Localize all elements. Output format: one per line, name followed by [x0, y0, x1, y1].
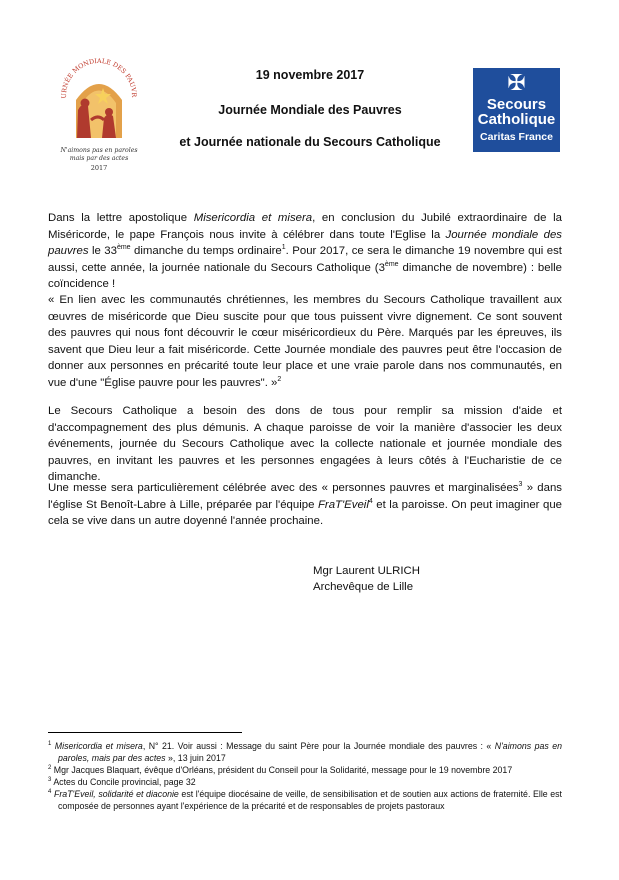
paragraph-4: Une messe sera particulièrement célébrée avec des « personnes pauvres et marginalisées$^3$ » dans l'église St Benoît-Labre à Lille, préparée par l'équipe FraT'Eveil$^4$ et la paroisse. On peut imaginer que cela se vive dans un autre doyenné l'année prochaine. [48, 481, 562, 528]
footnote-2: $^2$ Mgr Jacques Blaquart, évêque d'Orléans, président du Conseil pour la Solidarité, message pour le 19 novembre 2017 [48, 765, 513, 775]
logo-right-line2: Catholique [477, 111, 556, 128]
logo-motto-line1: N'aimons pas en paroles [60, 147, 138, 154]
logo-right-line1: Secours [486, 96, 547, 113]
header-title-line2: et Journée nationale du Secours Catholique [179, 135, 441, 149]
header-title-line1: Journée Mondiale des Pauvres [218, 103, 402, 117]
caritas-cross-icon: ✠ [507, 70, 526, 95]
emphasis: Journée mondiale des pauvres [48, 228, 562, 258]
logo-right-line3: Caritas France [480, 131, 553, 143]
logo-year: 2017 [90, 164, 108, 172]
footnote-3: $^3$ Actes du Concile provincial, page 32 [48, 777, 196, 787]
secours-catholique-logo [473, 68, 560, 152]
paragraph-2-quote: « En lien avec les communautés chrétiennes, les membres du Secours Catholique travaillent aux œuvres de miséricorde que Dieu suscite pour que tous puissent vivre dignement. Ce sont souvent des pauvres qui nous font découvrir le cœur miséricordieux du Père. Marqués par les épreuves, ils savent que Dieu leur a fait miséricorde. Cette Journée mondiale des pauvres peut être l'occasion de donner aux personnes en précarité toute leur place et une vraie parole dans nos communautés, en vue d'une "Église pauvre pour les pauvres". »$^2$ [48, 294, 562, 389]
logo-arc-text: URNÉE MONDIALE DES PAUVR [59, 56, 139, 99]
journee-mondiale-logo [58, 40, 140, 180]
footnote-ref: 2 [277, 376, 282, 384]
footnote-ref: 1 [281, 244, 286, 252]
footnote-ref: 4 [368, 497, 373, 505]
paragraph-3: Le Secours Catholique a besoin des dons de tous pour remplir sa mission d'aide et d'accompagnement des plus démunis. A chaque paroisse de voir la manière d'associer les deux événements, journée du Secours Catholique avec la collecte nationale et journée mondiale des pauvres, en invitant les pauvres et les personnes engagées à leurs côtés à l'Eucharistie de ce dimanche. [48, 405, 562, 484]
emphasis: Misericordia et misera [193, 212, 313, 224]
signature-role: Archevêque de Lille [313, 581, 414, 593]
footnote-1: $^1$ Misericordia et misera, N° 21. Voir aussi : Message du saint Père pour la Journée mondiale des pauvres : « N'aimons pas en paroles, mais par des actes », 13 juin 2017 [48, 741, 562, 764]
footnote-separator [48, 732, 242, 733]
footnote-4: $^4$ FraT'Eveil, solidarité et diaconie est l'équipe diocésaine de veille, de sensibilisation et de soutien aux actions de fraternité. Elle est composée de personnes ayant l'expérience de la précarité et de responsables de projets pastoraux [48, 789, 562, 812]
paragraph-1: Dans la lettre apostolique Misericordia et misera, en conclusion du Jubilé extraordinaire de la Miséricorde, le pape François nous invite à célébrer dans toute l'Eglise la Journée mondiale des pauvres le 33ème dimanche du temps ordinaire$^1$. Pour 2017, ce sera le dimanche 19 novembre qui est aussi, cette année, la journée nationale du Secours Catholique (3ème dimanche de novembre) : belle coïncidence ! [48, 212, 563, 291]
footnote-ref: 3 [518, 481, 523, 489]
header-date: 19 novembre 2017 [255, 68, 365, 82]
logo-motto-line2: mais par des actes [69, 155, 129, 162]
emphasis: FraT'Eveil [317, 498, 369, 511]
signature-name: Mgr Laurent ULRICH [313, 565, 420, 577]
journee-mondiale-logo-graphic [58, 40, 140, 180]
